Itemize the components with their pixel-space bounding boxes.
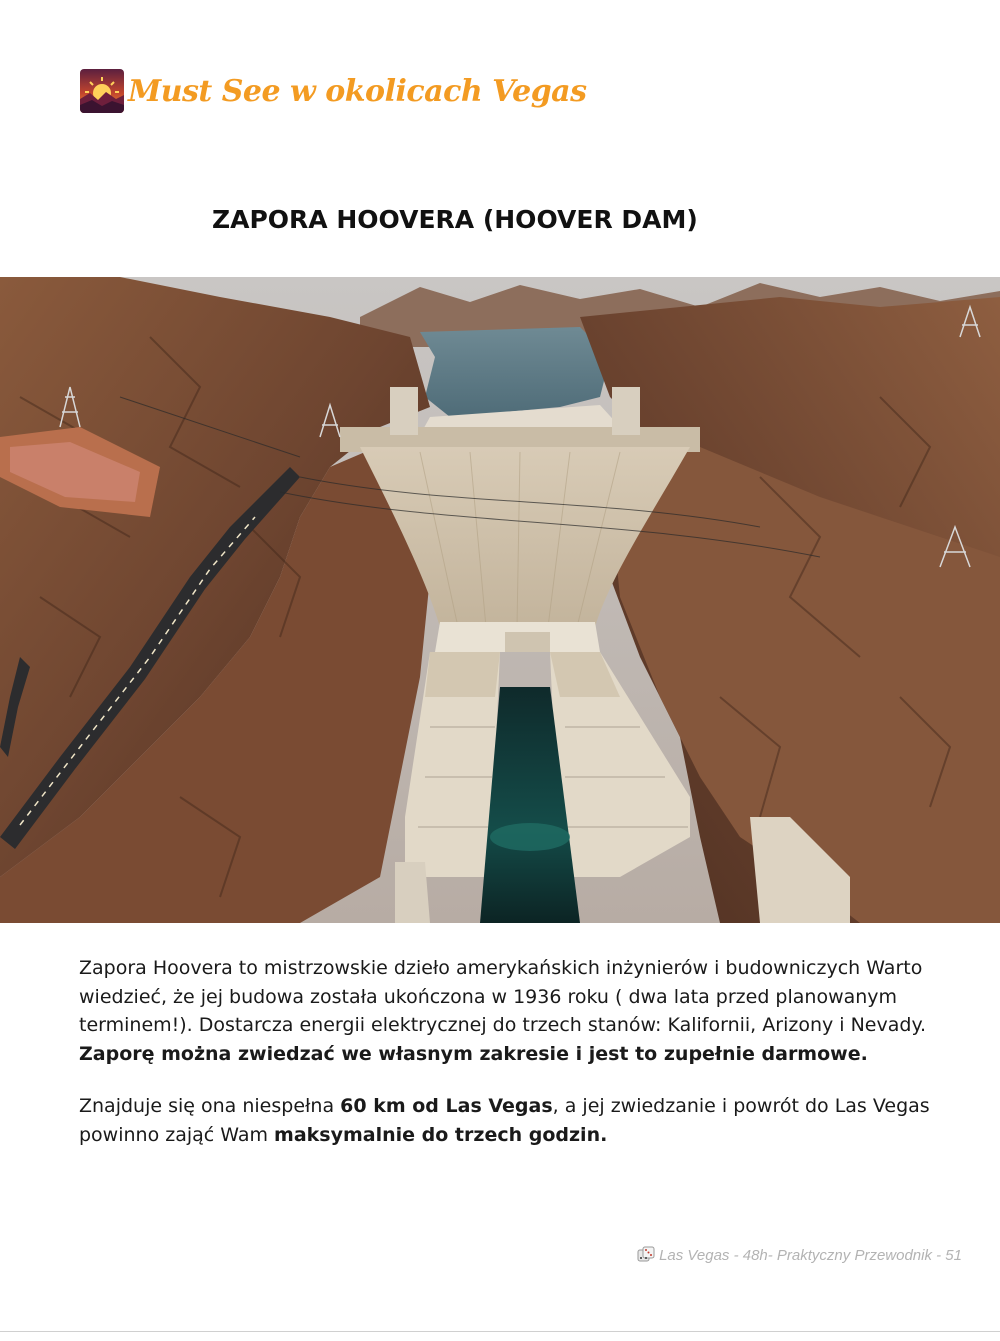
hoover-dam-photo — [0, 277, 1000, 923]
sunset-mountain-icon — [80, 69, 124, 113]
page-footer — [637, 1246, 962, 1264]
page-bottom-divider — [0, 1331, 1000, 1332]
paragraph-location — [79, 1092, 969, 1149]
header — [80, 66, 587, 116]
page-title: ZAPORA HOOVERA (HOOVER DAM) — [212, 205, 698, 234]
paragraph-location-bold1: 60 km od Las Vegas — [340, 1095, 553, 1117]
dice-icon — [637, 1246, 655, 1264]
paragraph-location-text1: Znajduje się ona niespełna — [79, 1095, 341, 1117]
paragraph-location-text2: , a jej zwiedzanie i powrót do Las Vegas powinno zająć Wam — [79, 1095, 930, 1146]
brand-title: Must See w okolicach Vegas — [128, 73, 587, 109]
paragraph-intro — [79, 954, 969, 1068]
article-body — [79, 954, 969, 1173]
paragraph-intro-text: Zapora Hoovera to mistrzowskie dzieło amerykańskich inżynierów i budowniczych Warto wiedzieć, że jej budowa została ukończona w 1936 roku ( dwa lata przed planowanym terminem!). Dostarcza energii elektrycznej do trzech stanów: Kalifornii, Arizony i Nevady. — [79, 957, 927, 1036]
paragraph-location-bold2: maksymalnie do trzech godzin. — [274, 1123, 608, 1146]
paragraph-intro-bold: Zaporę można zwiedzać we własnym zakresie i jest to zupełnie darmowe. — [79, 1042, 868, 1065]
footer-text: Las Vegas - 48h- Praktyczny Przewodnik - 51 — [659, 1246, 962, 1264]
